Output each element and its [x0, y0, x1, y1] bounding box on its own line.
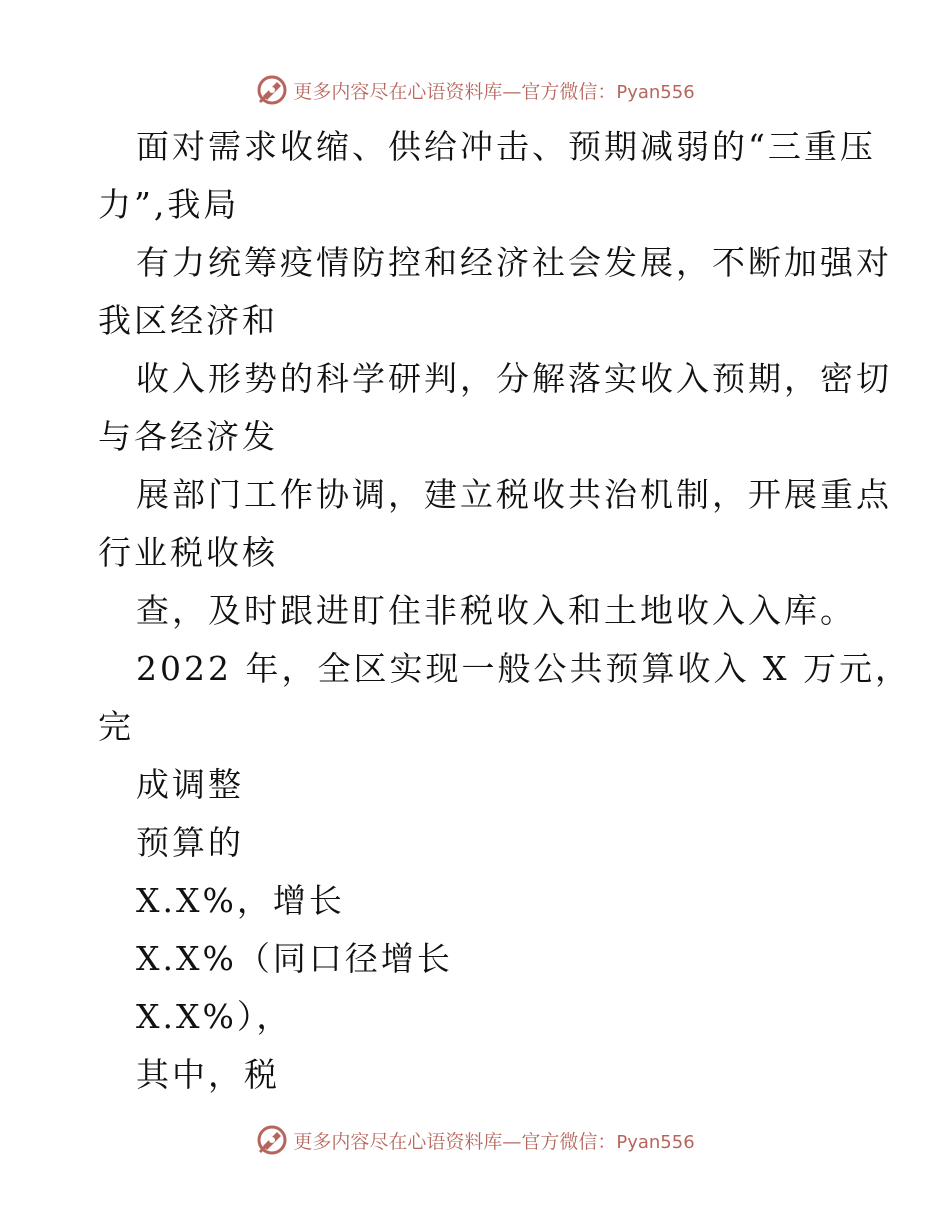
header-banner-label: 更多内容尽在心语资料库—官方微信： — [293, 80, 617, 103]
paragraph-line: 完 — [98, 707, 134, 746]
header-banner-wechat-id: Pyan556 — [616, 81, 695, 103]
book-quill-logo-icon — [255, 73, 289, 107]
paragraph-line: 预算的 — [136, 823, 244, 862]
paragraph-line: 2022 年，全区实现一般公共预算收入 X 万元， — [136, 649, 911, 688]
paragraph-line: 其中，税 — [136, 1055, 280, 1094]
footer-banner-label: 更多内容尽在心语资料库—官方微信： — [293, 1130, 617, 1153]
paragraph-line: X.X%（同口径增长 — [136, 939, 453, 978]
paragraph-line: 有力统筹疫情防控和经济社会发展，不断加强对 — [136, 243, 892, 282]
paragraph-line: 力”,我局 — [98, 185, 240, 224]
footer-banner-wechat-id: Pyan556 — [616, 1131, 695, 1153]
paragraph-line: 收入形势的科学研判，分解落实收入预期，密切 — [136, 359, 892, 398]
paragraph-line: X.X%，增长 — [136, 881, 345, 920]
book-quill-logo-icon — [255, 1123, 289, 1157]
paragraph-line: 面对需求收缩、供给冲击、预期减弱的“三重压 — [136, 127, 876, 166]
footer-banner — [0, 1120, 950, 1160]
header-banner-text — [293, 77, 694, 104]
document-body — [98, 118, 911, 1104]
paragraph-line: 展部门工作协调，建立税收共治机制，开展重点 — [136, 475, 892, 514]
header-banner-inner — [255, 73, 694, 107]
paragraph-line: 行业税收核 — [98, 533, 278, 572]
paragraph-line: 与各经济发 — [98, 417, 278, 456]
paragraph-line: X.X%）， — [136, 997, 293, 1036]
paragraph-line: 我区经济和 — [98, 301, 278, 340]
header-banner — [0, 70, 950, 110]
footer-banner-text — [293, 1127, 694, 1154]
paragraph-line: 查，及时跟进盯住非税收入和土地收入入库。 — [136, 591, 856, 630]
paragraph-line: 成调整 — [136, 765, 244, 804]
footer-banner-inner — [255, 1123, 694, 1157]
